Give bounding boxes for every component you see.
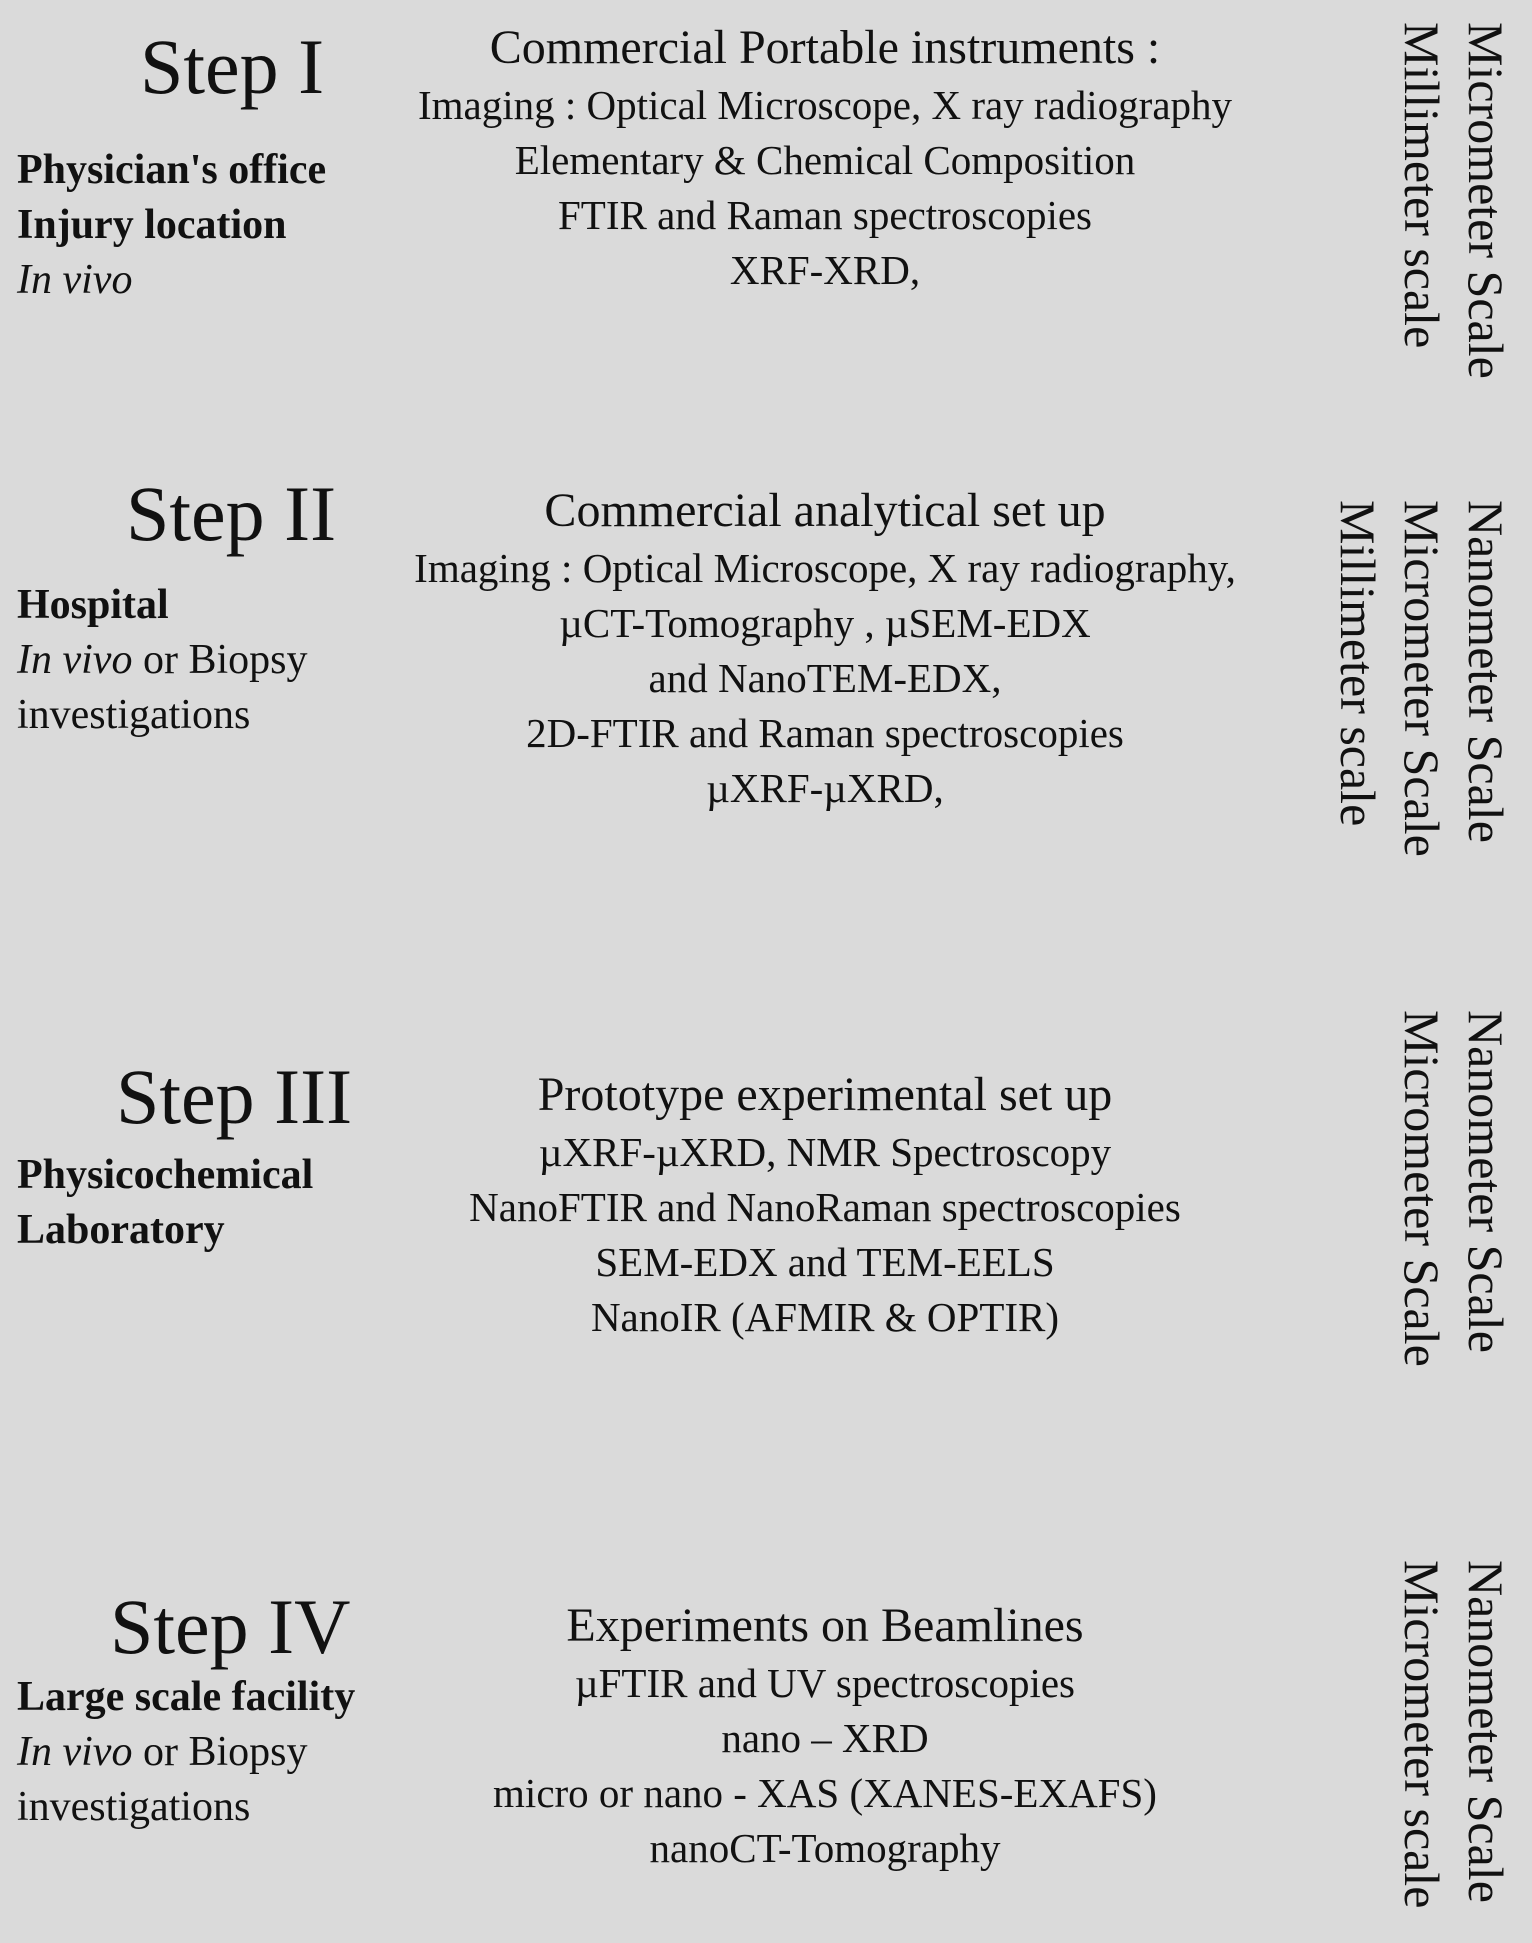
methods-line: Imaging : Optical Microscope, X ray radiography	[417, 82, 1233, 128]
location-note	[17, 253, 326, 308]
location-bold: Injury location	[17, 202, 287, 248]
methods-line: µCT-Tomography , µSEM-EDX	[559, 600, 1091, 646]
location-bold: Large scale facility	[17, 1674, 356, 1720]
location-bold: Laboratory	[17, 1207, 225, 1253]
location-text: or Biopsy	[132, 1729, 308, 1775]
location-bold: Hospital	[17, 582, 169, 628]
methods-heading: Prototype experimental set up	[537, 1068, 1113, 1121]
location-note	[17, 633, 307, 688]
methods-line: and NanoTEM-EDX,	[648, 655, 1002, 701]
location-extra: investigations	[17, 1784, 251, 1830]
methods-line: 2D-FTIR and Raman spectroscopies	[526, 710, 1124, 756]
methods-heading: Commercial Portable instruments :	[489, 21, 1161, 74]
scale-label: Millimeter scale	[1330, 500, 1386, 827]
scale-label: Millimeter scale	[1394, 22, 1450, 349]
step-location	[17, 1670, 355, 1835]
step-scales	[1390, 1560, 1518, 1908]
methods-line: NanoIR (AFMIR & OPTIR)	[590, 1294, 1060, 1340]
step-methods	[350, 481, 1300, 816]
step-location	[17, 578, 307, 743]
step-location	[17, 1148, 313, 1258]
scale-label: Nanometer Scale	[1458, 1560, 1514, 1903]
step-scales	[1326, 500, 1518, 857]
methods-heading: Experiments on Beamlines	[566, 1599, 1084, 1652]
location-italic: In vivo	[17, 637, 133, 683]
methods-line: FTIR and Raman spectroscopies	[557, 192, 1093, 238]
location-note	[17, 1725, 355, 1780]
step-methods	[350, 18, 1300, 298]
step-methods	[350, 1596, 1300, 1876]
methods-line: SEM-EDX and TEM-EELS	[595, 1239, 1055, 1285]
location-bold: Physician's office	[17, 147, 327, 193]
methods-line: µXRF-µXRD, NMR Spectroscopy	[538, 1129, 1112, 1175]
methods-line: micro or nano - XAS (XANES-EXAFS)	[493, 1770, 1157, 1816]
methods-heading: Commercial analytical set up	[544, 484, 1106, 537]
scale-label: Micrometer scale	[1394, 1560, 1450, 1909]
step-title: Step I	[140, 23, 325, 110]
scale-label: Micrometer Scale	[1394, 500, 1450, 857]
step-title: Step II	[126, 470, 337, 557]
step-methods	[350, 1065, 1300, 1345]
methods-line: Elementary & Chemical Composition	[514, 137, 1136, 183]
methods-line: nano – XRD	[721, 1715, 929, 1761]
location-italic: In vivo	[17, 1729, 133, 1775]
methods-line: NanoFTIR and NanoRaman spectroscopies	[469, 1184, 1181, 1230]
step-title: Step III	[116, 1053, 353, 1140]
step-title: Step IV	[110, 1583, 351, 1670]
methods-line: XRF-XRD,	[729, 247, 921, 293]
scale-label: Nanometer Scale	[1458, 1010, 1514, 1353]
location-extra: investigations	[17, 692, 251, 738]
scale-label: Micrometer Scale	[1394, 1010, 1450, 1367]
scale-label: Micrometer Scale	[1458, 22, 1514, 379]
step-scales	[1390, 1010, 1518, 1367]
scale-label: Nanometer Scale	[1458, 500, 1514, 843]
methods-line: Imaging : Optical Microscope, X ray radiography,	[414, 545, 1236, 591]
methods-line: µFTIR and UV spectroscopies	[575, 1660, 1075, 1706]
methods-line: nanoCT-Tomography	[649, 1825, 1001, 1871]
location-italic: In vivo	[17, 257, 133, 303]
step-location	[17, 143, 326, 308]
location-bold: Physicochemical	[17, 1152, 314, 1198]
location-text: or Biopsy	[132, 637, 308, 683]
step-scales	[1390, 22, 1518, 379]
methods-line: µXRF-µXRD,	[706, 765, 944, 811]
